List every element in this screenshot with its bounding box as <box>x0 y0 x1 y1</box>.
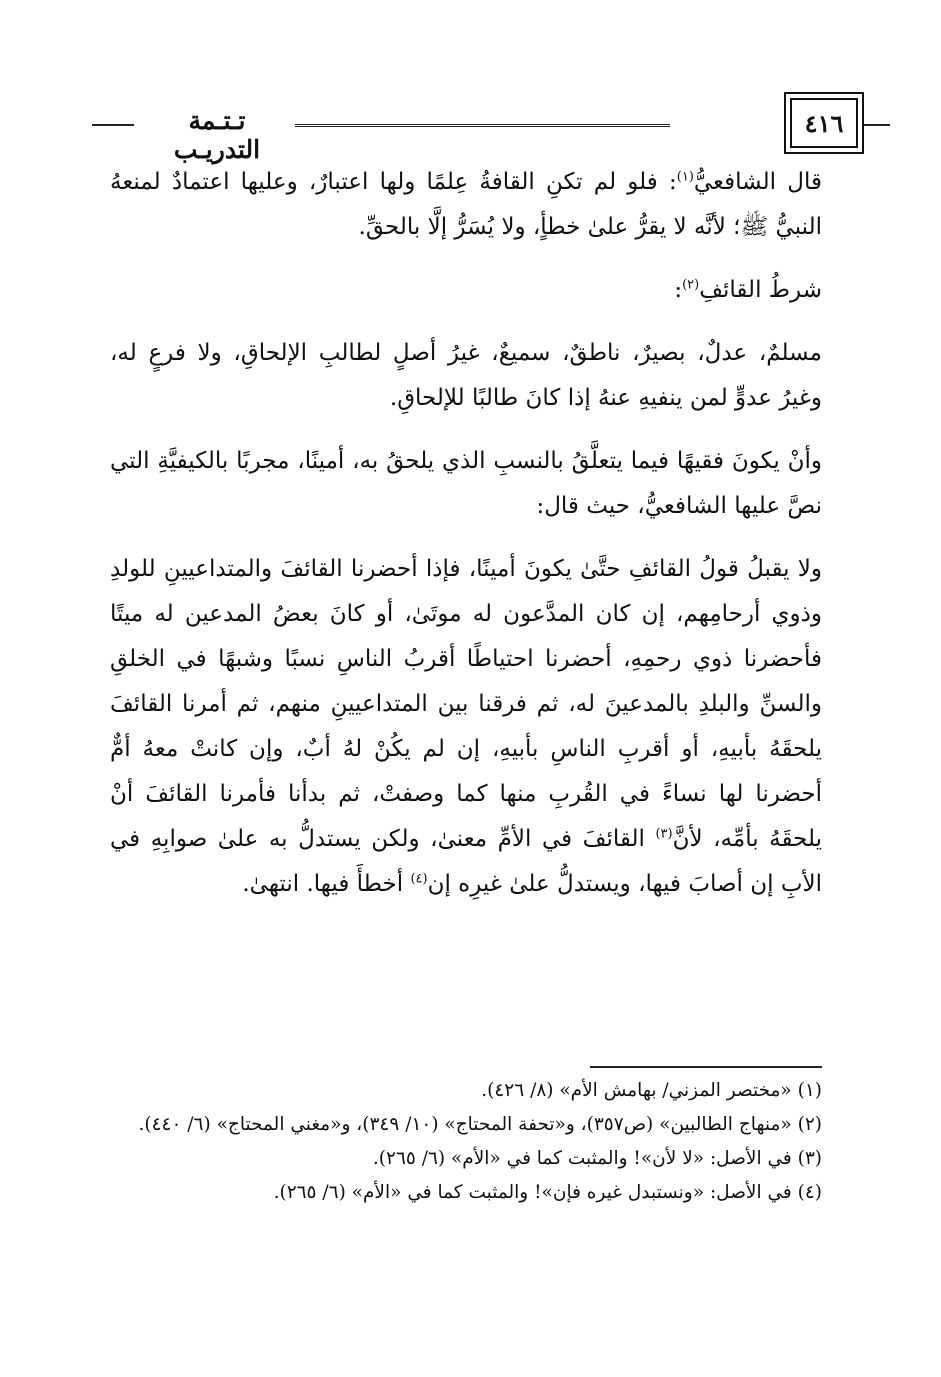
paragraph-1: قال الشافعيُّ$^{(١)}$: فلو لم تكنِ القافةُ عِلمًا ولها اعتبارٌ، وعليها اعتمادٌ لمنعهُ النبيُّ ﷺ؛ لأنَّه لا يقرُّ علىٰ خطأٍ، ولا يُسَرُّ إلَّا بالحقِّ. <box>110 169 822 240</box>
paragraph-3: مسلمٌ، عدلٌ، بصيرٌ، ناطقٌ، سميعٌ، غيرُ أصلٍ لطالبِ الإلحاقِ، ولا فرعٍ له، وغيرُ عدوٍّ لمن ينفيهِ عنهُ إذا كانَ طالبًا للإلحاقِ. <box>110 340 822 411</box>
footnotes <box>110 1074 822 1210</box>
footnote-ref-3[interactable]: (٣) <box>655 826 673 842</box>
main-text <box>110 160 822 925</box>
paragraph-5: ولا يقبلُ قولُ القائفِ حتَّىٰ يكونَ أمينًا، فإذا أحضرنا القائفَ والمتداعيينِ للولدِ وذوي أرحامِهم، إن كان المدَّعون له موتَىٰ، أو كانَ بعضُ المدعين له ميتًا فأحضرنا ذوي رحمِهِ، أحضرنا احتياطًا أقربُ الناسِ نسبًا وشبهًا في الخلقِ والسنِّ والبلدِ بالمدعينَ له، ثم فرقنا بين المتداعيينِ منهم، ثم أمرنا القائفَ يلحقَهُ بأبيهِ، أو أقربِ الناسِ بأبيهِ، إن لم يكُنْ لهُ أبٌ، وإن كانتْ معهُ أمٌّ أحضرنا لها نساءً في القُربِ منها كما وصفتْ، ثم بدأنا فأمرنا القائفَ أنْ يلحقَهُ بأمِّه، لأنَّ$^{(٣)}$ القائفَ في الأمِّ معنىٰ، ولكن يستدلُّ به علىٰ صوابِهِ في الأبِ إن أصابَ فيها، ويستدلُّ علىٰ غيرِه إن$^{(٤)}$ أخطأَ فيها. انتهىٰ. <box>110 556 822 897</box>
header-rule-double <box>295 124 670 127</box>
page-number-frame <box>784 92 864 154</box>
footnote-separator <box>590 1066 822 1068</box>
paragraph-2-heading: شرطُ القائفِ$^{(٢)}$: <box>674 277 822 303</box>
footnote-ref-4[interactable]: (٤) <box>410 871 428 887</box>
page-number: ٤١٦ <box>790 98 858 148</box>
footnote-ref-2[interactable]: (٢) <box>682 277 700 293</box>
footnote-2: (٢) «منهاج الطالبين» (ص٣٥٧)، و«تحفة المحتاج» (١٠/ ٣٤٩)، و«مغني المحتاج» (٦/ ٤٤٠). <box>138 1114 822 1135</box>
footnote-1: (١) «مختصر المزني/ بهامش الأم» (٨/ ٤٢٦). <box>481 1080 822 1101</box>
running-title: تـتـمة التدريـب <box>173 106 261 164</box>
header-rule-right <box>864 124 890 126</box>
footnote-3: (٣) في الأصل: «لا لأن»! والمثبت كما في «الأم» (٦/ ٢٦٥). <box>372 1148 822 1169</box>
footnote-ref-1[interactable]: (١) <box>676 169 694 185</box>
page-header <box>40 92 890 164</box>
header-rule-left <box>92 124 134 126</box>
footnote-4: (٤) في الأصل: «ونستبدل غيره فإن»! والمثبت كما في «الأم» (٦/ ٢٦٥). <box>273 1182 822 1203</box>
paragraph-4: وأنْ يكونَ فقيهًا فيما يتعلَّقُ بالنسبِ الذي يلحقُ به، أمينًا، مجربًا بالكيفيَّةِ التي نصَّ عليها الشافعيُّ، حيث قال: <box>110 448 822 519</box>
